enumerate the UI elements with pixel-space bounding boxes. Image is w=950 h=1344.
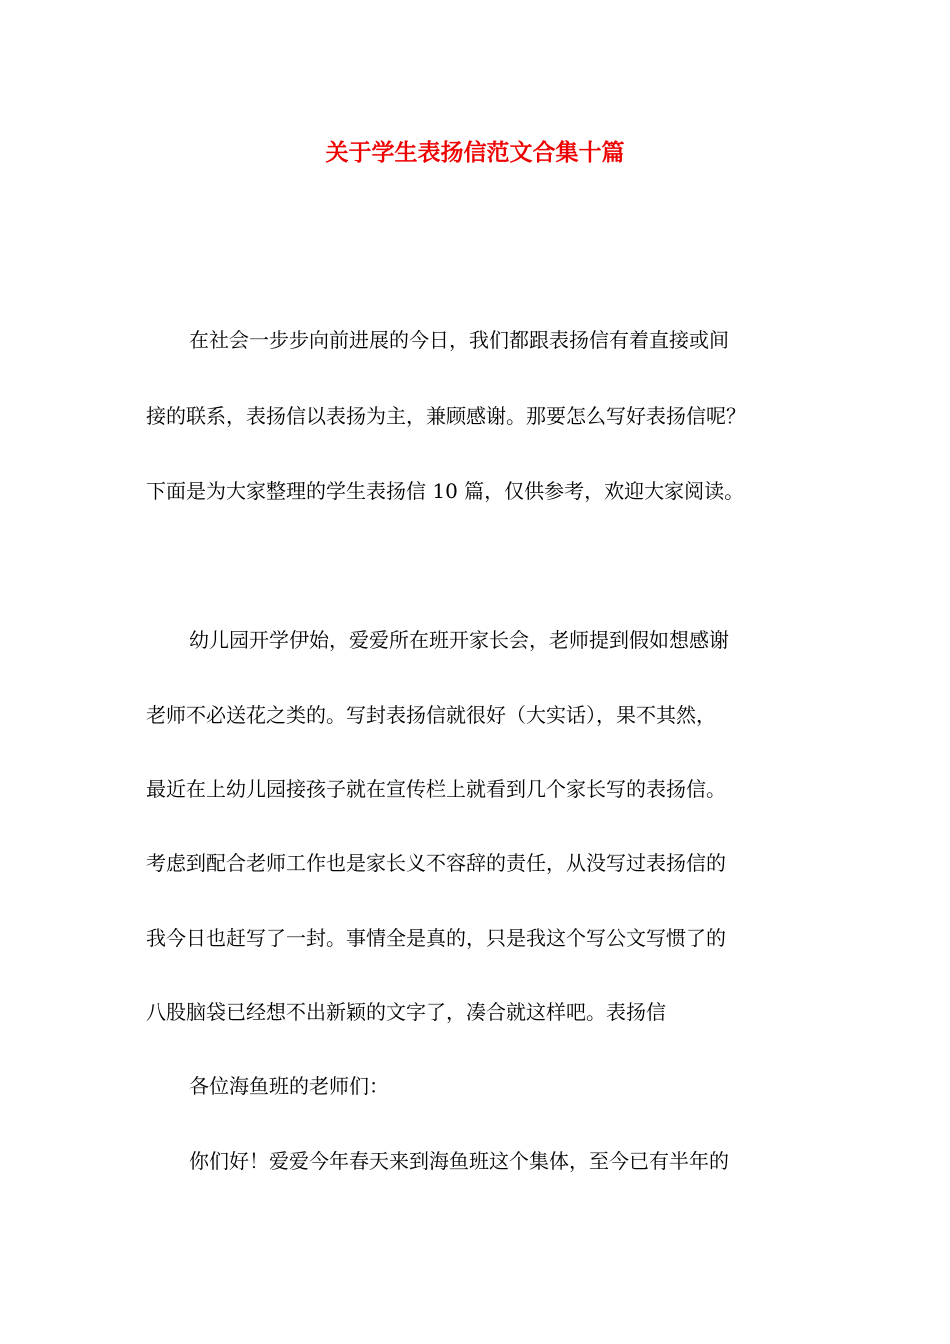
story-line-5: 我今日也赶写了一封。事情全是真的，只是我这个写公文写惯了的 [146,926,726,950]
story-line-3: 最近在上幼儿园接孩子就在宣传栏上就看到几个家长写的表扬信。 [146,777,726,801]
letter-line-1: 你们好！爱爱今年春天来到海鱼班这个集体，至今已有半年的 [189,1149,729,1173]
story-line-6: 八股脑袋已经想不出新颖的文字了，凑合就这样吧。表扬信 [146,1000,666,1024]
story-line-1: 幼儿园开学伊始，爱爱所在班开家长会，老师提到假如想感谢 [189,628,729,652]
story-line-2: 老师不必送花之类的。写封表扬信就很好（大实话），果不其然， [146,703,716,727]
story-line-4: 考虑到配合老师工作也是家长义不容辞的责任，从没写过表扬信的 [146,851,726,875]
intro-line-3: 下面是为大家整理的学生表扬信 10 篇，仅供参考，欢迎大家阅读。 [146,479,745,503]
letter-salutation: 各位海鱼班的老师们： [189,1074,389,1098]
intro-line-1: 在社会一步步向前进展的今日，我们都跟表扬信有着直接或间 [189,328,729,352]
intro-line-2: 接的联系，表扬信以表扬为主，兼顾感谢。那要怎么写好表扬信呢？ [146,404,746,428]
document-title: 关于学生表扬信范文合集十篇 [325,139,625,166]
